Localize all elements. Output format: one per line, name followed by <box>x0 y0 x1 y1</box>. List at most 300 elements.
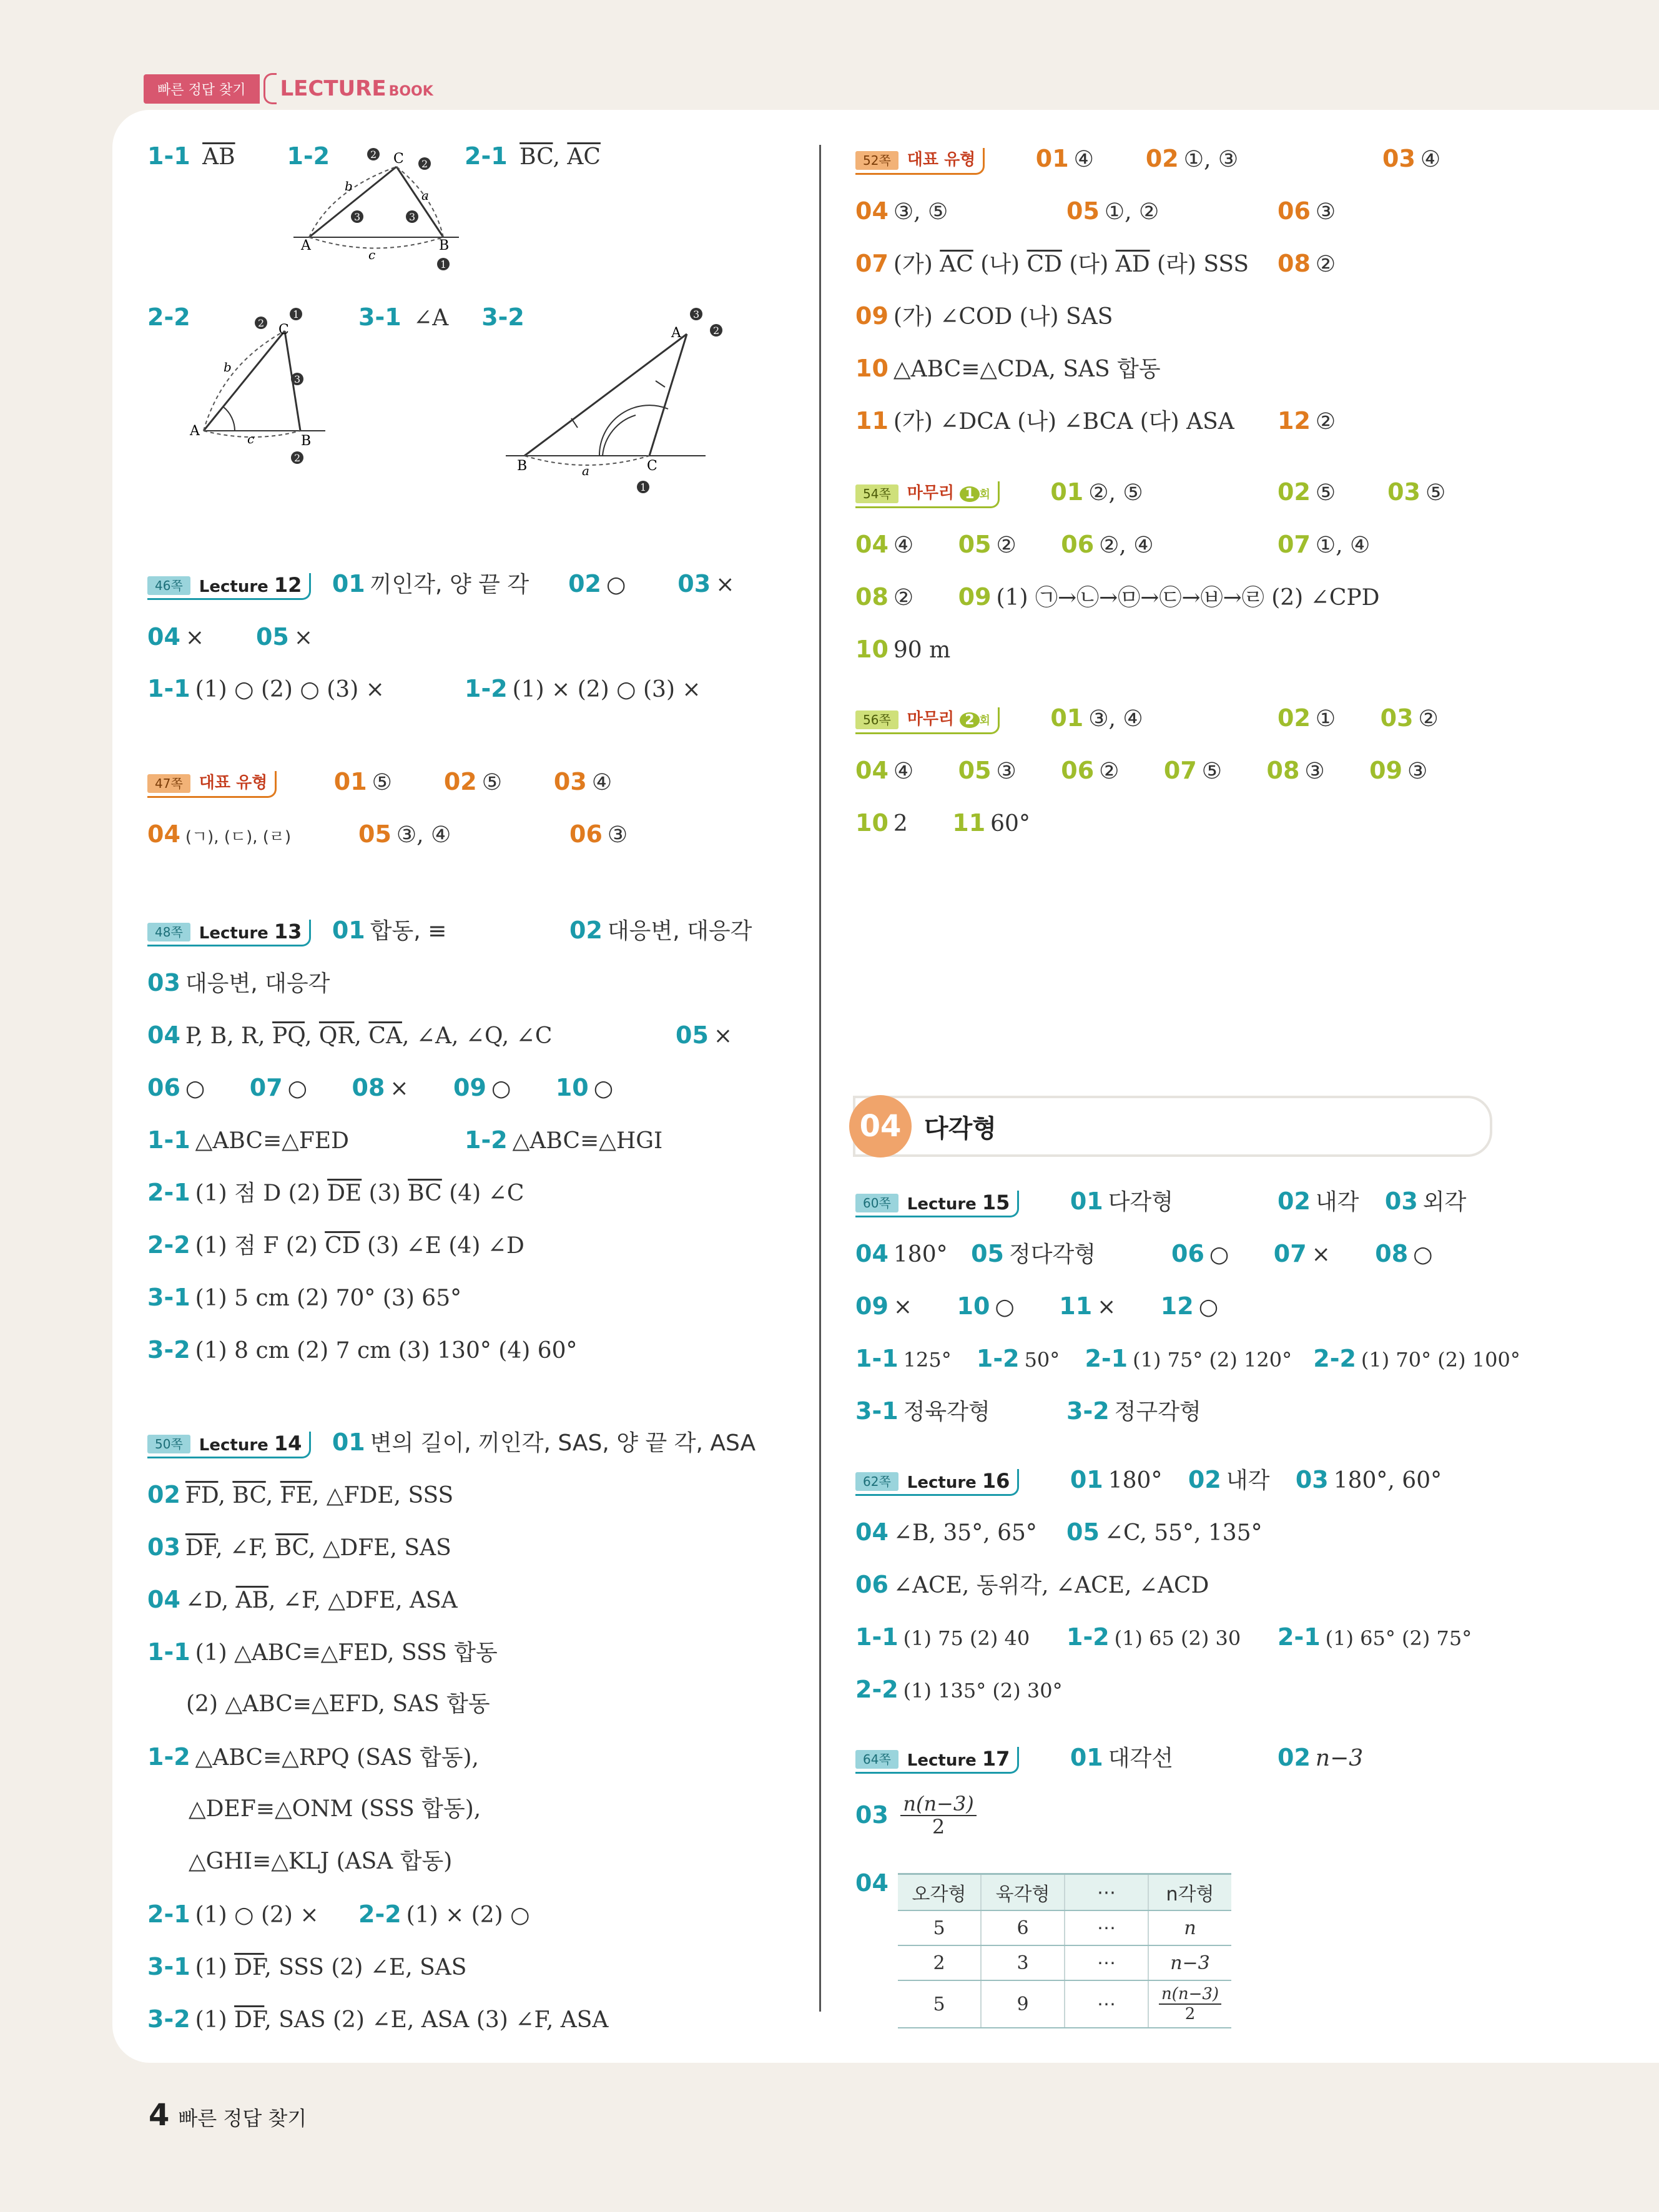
answer-2-1: (1) 65° (2) 75° <box>1325 1626 1472 1650</box>
q-03: 03 <box>1384 1187 1418 1215</box>
table-row <box>898 1945 1231 1980</box>
q-1-1: 1-1 <box>855 1345 898 1372</box>
answer-1-1: $\overline{AB}$ <box>202 144 235 170</box>
denominator: 2 <box>1184 2005 1196 2023</box>
typical-52-tag <box>855 148 985 175</box>
answer-07: ○ <box>287 1076 308 1101</box>
answer-1-1-b: (2) △ABC≡△EFD, SAS 합동 <box>186 1691 490 1717</box>
svg-text:c: c <box>247 431 255 446</box>
review-label: 마무리 <box>907 710 955 729</box>
q-07: 07 <box>1163 757 1197 784</box>
lecture-13-row-3b <box>676 1023 732 1049</box>
book-label: BOOK <box>388 83 433 99</box>
label-ra: (라) SSS <box>1149 252 1249 277</box>
q-06: 06 <box>1061 757 1095 784</box>
q-09: 09 <box>855 1292 889 1320</box>
round-suffix: 회 <box>979 714 990 728</box>
q-04: 04 <box>855 197 889 225</box>
q-03: 03 <box>147 969 180 996</box>
answer-01: 다각형 <box>1108 1189 1174 1215</box>
q-02: 02 <box>443 768 477 795</box>
q-12: 12 <box>1160 1292 1194 1320</box>
page-badge: 48쪽 <box>147 923 190 941</box>
answer-05: ② <box>996 533 1017 558</box>
lecture-13-row-9 <box>147 1337 578 1364</box>
answer-1-1-a: (1) △ABC≡△FED, SSS 합동 <box>195 1640 498 1666</box>
answer-02-rest: , △FDE, SSS <box>312 1483 454 1508</box>
answer-04: × <box>185 625 205 651</box>
q-07: 07 <box>249 1074 283 1101</box>
q-03: 03 <box>553 768 587 795</box>
answer-03: ④ <box>1420 147 1441 172</box>
answer-09: ○ <box>491 1076 511 1101</box>
answer-09: × <box>893 1294 913 1320</box>
answer-06: ○ <box>1209 1242 1229 1267</box>
q-06: 06 <box>1061 531 1095 558</box>
segment-cd: $\overline{CD}$ <box>1026 252 1062 277</box>
answer-1-2-c: △GHI≡△KLJ (ASA 합동) <box>189 1849 453 1874</box>
typical-label: 대표 유형 <box>199 774 268 793</box>
answer-08: ② <box>1315 252 1336 277</box>
lecture-number: 12 <box>273 573 302 597</box>
typical-52-row-2 <box>855 199 948 225</box>
svg-text:a: a <box>582 463 589 478</box>
answer-04: ③, ⑤ <box>893 199 948 225</box>
answer-3-1: (1) 5 cm (2) 70° (3) 65° <box>195 1285 462 1311</box>
typical-47-row-2b <box>358 822 451 848</box>
svg-text:2: 2 <box>294 452 301 464</box>
q-2-2: 2-2 <box>1313 1345 1356 1372</box>
answer-02: 대응변, 대응각 <box>607 918 752 944</box>
review-56-row-2 <box>855 758 1427 784</box>
review-54-row-1 <box>855 479 1143 508</box>
page-badge: 46쪽 <box>147 576 190 595</box>
q-08: 08 <box>1266 757 1300 784</box>
answer-01: 대각선 <box>1108 1746 1174 1771</box>
svg-text:1: 1 <box>440 258 447 270</box>
answer-2-2: (1) × (2) ○ <box>406 1902 530 1928</box>
typical-52-row-3b <box>1277 251 1336 277</box>
q-2-2: 2-2 <box>855 1676 898 1703</box>
svg-text:c: c <box>368 247 376 262</box>
page-badge: 62쪽 <box>855 1472 898 1491</box>
q-08: 08 <box>1375 1240 1409 1267</box>
typical-label: 대표 유형 <box>907 150 976 170</box>
q-05: 05 <box>1066 197 1100 225</box>
q-02: 02 <box>1145 145 1179 172</box>
q-04: 04 <box>855 1518 889 1546</box>
q-3-1: 3-1 <box>147 1953 190 1980</box>
lecture-label: LECTURE <box>280 76 386 101</box>
answer-05: ①, ② <box>1104 199 1159 225</box>
segment-bc: $\overline{BC}$ <box>408 1181 442 1206</box>
bracket-decoration <box>263 73 277 104</box>
typical-52-row-4 <box>855 303 1113 330</box>
table-cell: 5 <box>898 1910 981 1945</box>
lecture-number: 17 <box>982 1746 1010 1771</box>
answer-03: 대응변, 대응각 <box>185 971 330 996</box>
lecture-name: Lecture <box>907 1751 977 1770</box>
answer-03: × <box>716 572 735 597</box>
q-02: 02 <box>569 917 603 944</box>
svg-text:a: a <box>421 188 429 203</box>
q-1-2: 1-2 <box>147 1743 190 1771</box>
lecture-12-row-2 <box>147 624 313 651</box>
q-12: 12 <box>1277 407 1311 435</box>
q-05: 05 <box>255 623 289 651</box>
lecture-16-row-5 <box>855 1677 1063 1703</box>
lecture-15-row-5 <box>855 1398 990 1425</box>
q-06: 06 <box>569 820 603 848</box>
left-row-2b <box>358 305 529 331</box>
typical-52-row-3 <box>855 251 1249 277</box>
q-3-1: 3-1 <box>358 303 401 331</box>
q-2-2: 2-2 <box>147 303 190 331</box>
triangle-construction-3-2 <box>506 303 731 499</box>
label-ga: (가) <box>893 252 940 277</box>
q-02: 02 <box>1277 478 1311 506</box>
typical-52-row-6 <box>855 408 1234 435</box>
lecture-15-row-3 <box>855 1294 1218 1320</box>
table-cell: 9 <box>981 1980 1065 2028</box>
svg-text:2: 2 <box>421 158 428 170</box>
q-01: 01 <box>332 1428 365 1456</box>
svg-text:B: B <box>301 433 312 449</box>
footer-label: 빠른 정답 찾기 <box>178 2106 307 2130</box>
answer-3-1: ∠A <box>413 305 449 331</box>
lecture-17-row-2 <box>855 1793 977 1838</box>
svg-text:A: A <box>671 325 681 341</box>
answer-03: ⑤ <box>1425 480 1446 506</box>
answer-1-2: (1) × (2) ○ (3) × <box>512 677 701 702</box>
q-3-2: 3-2 <box>147 2005 190 2033</box>
review-54-row-1b <box>1277 479 1445 506</box>
q-05: 05 <box>358 820 391 848</box>
table-cell: ⋯ <box>1065 1910 1148 1945</box>
typical-47-row-1 <box>147 769 612 798</box>
answer-2-1: (1) 75° (2) 120° <box>1133 1348 1292 1372</box>
svg-text:3: 3 <box>294 373 301 385</box>
typical-52-row-2c <box>1277 199 1336 225</box>
table-cell: n <box>1148 1910 1231 1945</box>
answer-02: ①, ③ <box>1183 147 1239 172</box>
q-02: 02 <box>1277 1187 1311 1215</box>
answer-09: (가) ∠COD (나) SAS <box>893 304 1113 330</box>
answer-08: ○ <box>1413 1242 1433 1267</box>
answer-11: 60° <box>990 811 1030 837</box>
answer-1-1: (1) 75 (2) 40 <box>903 1626 1030 1650</box>
table-cell: 3 <box>981 1945 1065 1980</box>
answer-02: ⑤ <box>1315 480 1336 506</box>
answer-06: ③ <box>607 822 628 848</box>
answer-04-rest: , ∠F, △DFE, ASA <box>268 1588 458 1613</box>
answer-07: ①, ④ <box>1315 533 1371 558</box>
q-01: 01 <box>333 768 367 795</box>
answer-04: (ㄱ), (ㄷ), (ㄹ) <box>185 828 292 847</box>
lecture-13-row-1 <box>147 918 446 946</box>
lecture-17-row-1 <box>855 1745 1173 1774</box>
header-label <box>144 75 433 102</box>
page-badge: 47쪽 <box>147 774 190 793</box>
lecture-number: 16 <box>982 1468 1010 1493</box>
answer-05: ③ <box>996 759 1017 784</box>
lecture-15-row-4 <box>855 1346 1520 1372</box>
answer-1-1: △ABC≡△FED <box>195 1128 349 1154</box>
lecture-number: 15 <box>982 1190 1010 1214</box>
answer-04-angles: , ∠A, ∠Q, ∠C <box>401 1023 553 1049</box>
lecture-14-row-3 <box>147 1535 451 1561</box>
typical-52-row-1b <box>1382 146 1440 172</box>
typical-52-row-2b <box>1066 199 1159 225</box>
sep: , ∠F, <box>215 1535 275 1561</box>
lecture-13-row-5 <box>147 1128 349 1154</box>
review-54-row-2 <box>855 532 1154 558</box>
table-cell: n−3 <box>1148 1945 1231 1980</box>
q-2-2: 2-2 <box>358 1900 401 1928</box>
answer-06: ○ <box>185 1076 205 1101</box>
review-54-row-2b <box>1277 532 1370 558</box>
q-03: 03 <box>1380 704 1414 732</box>
answer-02: n−3 <box>1315 1746 1364 1771</box>
svg-text:1: 1 <box>293 308 300 320</box>
page-badge: 52쪽 <box>855 151 898 170</box>
answer-05: ∠C, 55°, 135° <box>1104 1520 1263 1546</box>
q-10: 10 <box>855 355 889 382</box>
page-badge: 60쪽 <box>855 1194 898 1212</box>
q-06: 06 <box>855 1571 889 1598</box>
typical-47-row-2 <box>147 822 291 848</box>
answer-12: ○ <box>1198 1294 1219 1320</box>
answer-01: ④ <box>1073 147 1094 172</box>
q-04: 04 <box>147 1586 180 1613</box>
answer-2-1-b: (3) <box>362 1181 408 1206</box>
answer-03: ④ <box>591 770 613 795</box>
review-56-row-1b <box>1277 705 1439 732</box>
q-08: 08 <box>855 583 889 611</box>
answer-2-1-a: (1) 점 D (2) <box>195 1181 328 1206</box>
answer-01: 합동, ≡ <box>370 918 447 944</box>
q-1-2: 1-2 <box>287 142 330 170</box>
svg-text:3: 3 <box>409 211 416 223</box>
round-badge: 2 <box>960 712 979 728</box>
q-06: 06 <box>1171 1240 1204 1267</box>
q-09: 09 <box>855 302 889 330</box>
column-divider <box>819 145 821 2012</box>
answer-01: 변의 길이, 끼인각, SAS, 양 끝 각, ASA <box>370 1430 756 1456</box>
answer-03-fraction <box>900 1793 976 1838</box>
answer-1-2-a: △ABC≡△RPQ (SAS 합동), <box>195 1745 479 1771</box>
answer-1-2: △ABC≡△HGI <box>512 1128 663 1154</box>
answer-02: ⑤ <box>481 770 503 795</box>
q-02: 02 <box>1277 1744 1311 1771</box>
lecture-16-row-4 <box>855 1625 1030 1651</box>
answer-03: 외각 <box>1422 1189 1467 1215</box>
answer-10: 90 m <box>893 637 951 663</box>
review-54-row-3 <box>855 584 1379 611</box>
q-3-1: 3-1 <box>147 1284 190 1311</box>
lecture-13-tag <box>147 920 311 946</box>
answer-01: 끼인각, 양 끝 각 <box>370 572 529 597</box>
lecture-15-row-2 <box>855 1241 1096 1267</box>
answer-04: ④ <box>893 759 914 784</box>
lecture-13-row-1b <box>569 918 752 944</box>
lecture-13-row-4 <box>147 1075 613 1101</box>
segment-df: $\overline{DF}$ <box>234 1955 265 1980</box>
q-10: 10 <box>957 1292 990 1320</box>
svg-text:C: C <box>393 151 404 167</box>
answer-08: ③ <box>1304 759 1325 784</box>
review-56-tag <box>855 707 1000 734</box>
q-1-1: 1-1 <box>147 1126 190 1154</box>
q-06: 06 <box>1277 197 1311 225</box>
q-09: 09 <box>958 583 992 611</box>
q-05: 05 <box>676 1021 709 1049</box>
q-2-1: 2-1 <box>147 1179 190 1206</box>
answer-3-2-rest: , SAS (2) ∠E, ASA (3) ∠F, ASA <box>264 2007 609 2033</box>
q-05: 05 <box>958 531 992 558</box>
q-08: 08 <box>1277 250 1311 277</box>
q-09: 09 <box>1369 757 1403 784</box>
answer-03: ② <box>1418 706 1439 732</box>
answer-1-2: (1) 65 (2) 30 <box>1114 1626 1241 1650</box>
table-cell: ⋯ <box>1065 1945 1148 1980</box>
sep: , <box>218 1483 233 1508</box>
answer-07: × <box>1311 1242 1331 1267</box>
svg-text:A: A <box>301 238 311 253</box>
page-number: 4 <box>149 2098 170 2133</box>
answer-1-2-b: △DEF≡△ONM (SSS 합동), <box>189 1796 481 1822</box>
q-1-1: 1-1 <box>147 1638 190 1666</box>
q-01: 01 <box>1050 704 1084 732</box>
lecture-12-tag <box>147 573 311 600</box>
numerator: n(n−3) <box>1159 1985 1221 2005</box>
q-08: 08 <box>352 1074 385 1101</box>
lecture-name: Lecture <box>199 1435 268 1455</box>
answer-03-rest: , △DFE, SAS <box>308 1535 451 1561</box>
svg-text:2: 2 <box>258 317 265 329</box>
q-01: 01 <box>1070 1466 1103 1493</box>
q-3-1: 3-1 <box>855 1397 898 1425</box>
q-04: 04 <box>147 820 180 848</box>
lecture-12-row-3b <box>465 676 701 702</box>
answer-3-2: 정구각형 <box>1114 1399 1201 1425</box>
sep: , <box>305 1023 319 1049</box>
lecture-number: 13 <box>273 919 302 943</box>
q-04: 04 <box>855 531 889 558</box>
review-56-row-3 <box>855 810 1030 837</box>
svg-text:2: 2 <box>713 325 720 337</box>
lecture-15-row-1 <box>855 1189 1173 1217</box>
svg-text:C: C <box>278 322 289 338</box>
answer-08: ② <box>893 585 914 611</box>
table-cell: ⋯ <box>1065 1980 1148 2028</box>
table-row <box>898 1910 1231 1945</box>
round-suffix: 회 <box>979 488 990 502</box>
lecture-16-row-2b <box>1066 1520 1263 1546</box>
answer-3-1: 정육각형 <box>903 1399 990 1425</box>
lecture-16-row-1 <box>855 1467 1442 1496</box>
answer-3-1-rest: , SSS (2) ∠E, SAS <box>264 1955 467 1980</box>
q-2-1: 2-1 <box>147 1900 190 1928</box>
header-cell: 오각형 <box>898 1874 981 1911</box>
triangle-construction-2-2 <box>185 303 335 465</box>
numerator: n(n−3) <box>900 1793 976 1816</box>
q-01: 01 <box>332 917 365 944</box>
q-03: 03 <box>1295 1466 1329 1493</box>
typical-52-row-6b <box>1277 408 1336 435</box>
lecture-15-row-5b <box>1066 1398 1201 1425</box>
answer-01: ②, ⑤ <box>1088 480 1143 506</box>
q-11: 11 <box>952 809 986 837</box>
q-11: 11 <box>1059 1292 1093 1320</box>
q-07: 07 <box>1273 1240 1307 1267</box>
page-badge: 56쪽 <box>855 710 898 729</box>
svg-text:A: A <box>190 423 200 439</box>
lecture-13-row-7 <box>147 1232 524 1259</box>
q-03: 03 <box>1382 145 1415 172</box>
segment-ab: $\overline{AB}$ <box>235 1588 268 1613</box>
denominator: 2 <box>932 1815 945 1839</box>
answer-2-1-c: (4) ∠C <box>441 1181 524 1206</box>
q-06: 06 <box>147 1074 180 1101</box>
answer-1-1: 125° <box>903 1348 952 1372</box>
q-01: 01 <box>1070 1187 1103 1215</box>
q-04: 04 <box>855 757 889 784</box>
q-3-2: 3-2 <box>1066 1397 1110 1425</box>
svg-text:b: b <box>345 179 353 194</box>
header-cell: 육각형 <box>981 1874 1065 1911</box>
lecture-name: Lecture <box>907 1194 977 1214</box>
lecture-16-row-4b <box>1066 1625 1241 1651</box>
segment-fd: $\overline{FD}$ <box>185 1483 219 1508</box>
q-07: 07 <box>1277 531 1311 558</box>
lecture-17-tag <box>855 1747 1019 1774</box>
q-10: 10 <box>855 636 889 663</box>
answer-03: 180°, 60° <box>1333 1468 1442 1493</box>
chapter-header <box>853 1096 1492 1157</box>
answer-05: 정다각형 <box>1008 1242 1096 1267</box>
typical-47-tag <box>147 771 277 798</box>
lecture-14-row-5 <box>147 1639 498 1666</box>
q-03: 03 <box>1387 478 1420 506</box>
segment-bc: $\overline{BC}$ <box>232 1483 266 1508</box>
triangle-construction-1-2 <box>287 140 462 272</box>
q-04: 04 <box>855 1869 889 1897</box>
answer-02: 내각 <box>1315 1189 1359 1215</box>
lecture-13-row-2 <box>147 970 330 996</box>
lecture-14-row-10b <box>358 1902 530 1928</box>
answer-11: (가) ∠DCA (나) ∠BCA (다) ASA <box>893 409 1234 435</box>
q-05: 05 <box>971 1240 1004 1267</box>
label-na: (나) <box>973 252 1027 277</box>
answer-05: × <box>713 1023 733 1049</box>
typical-47-row-2c <box>569 822 628 848</box>
answer-04-part: P, B, R, <box>185 1023 273 1049</box>
q-02: 02 <box>1277 704 1311 732</box>
q-02: 02 <box>568 570 601 597</box>
answer-07: ⑤ <box>1201 759 1223 784</box>
page-badge: 50쪽 <box>147 1435 190 1453</box>
answer-05: ③, ④ <box>396 822 451 848</box>
table-header-row <box>898 1874 1231 1911</box>
answer-2-2: (1) 70° (2) 100° <box>1361 1348 1520 1372</box>
header-cell: n각형 <box>1148 1874 1231 1911</box>
svg-text:3: 3 <box>693 308 700 320</box>
svg-text:1: 1 <box>640 481 647 493</box>
q-3-2: 3-2 <box>481 303 524 331</box>
lecture-14-row-12 <box>147 2007 608 2033</box>
table-cell <box>1148 1980 1231 2028</box>
